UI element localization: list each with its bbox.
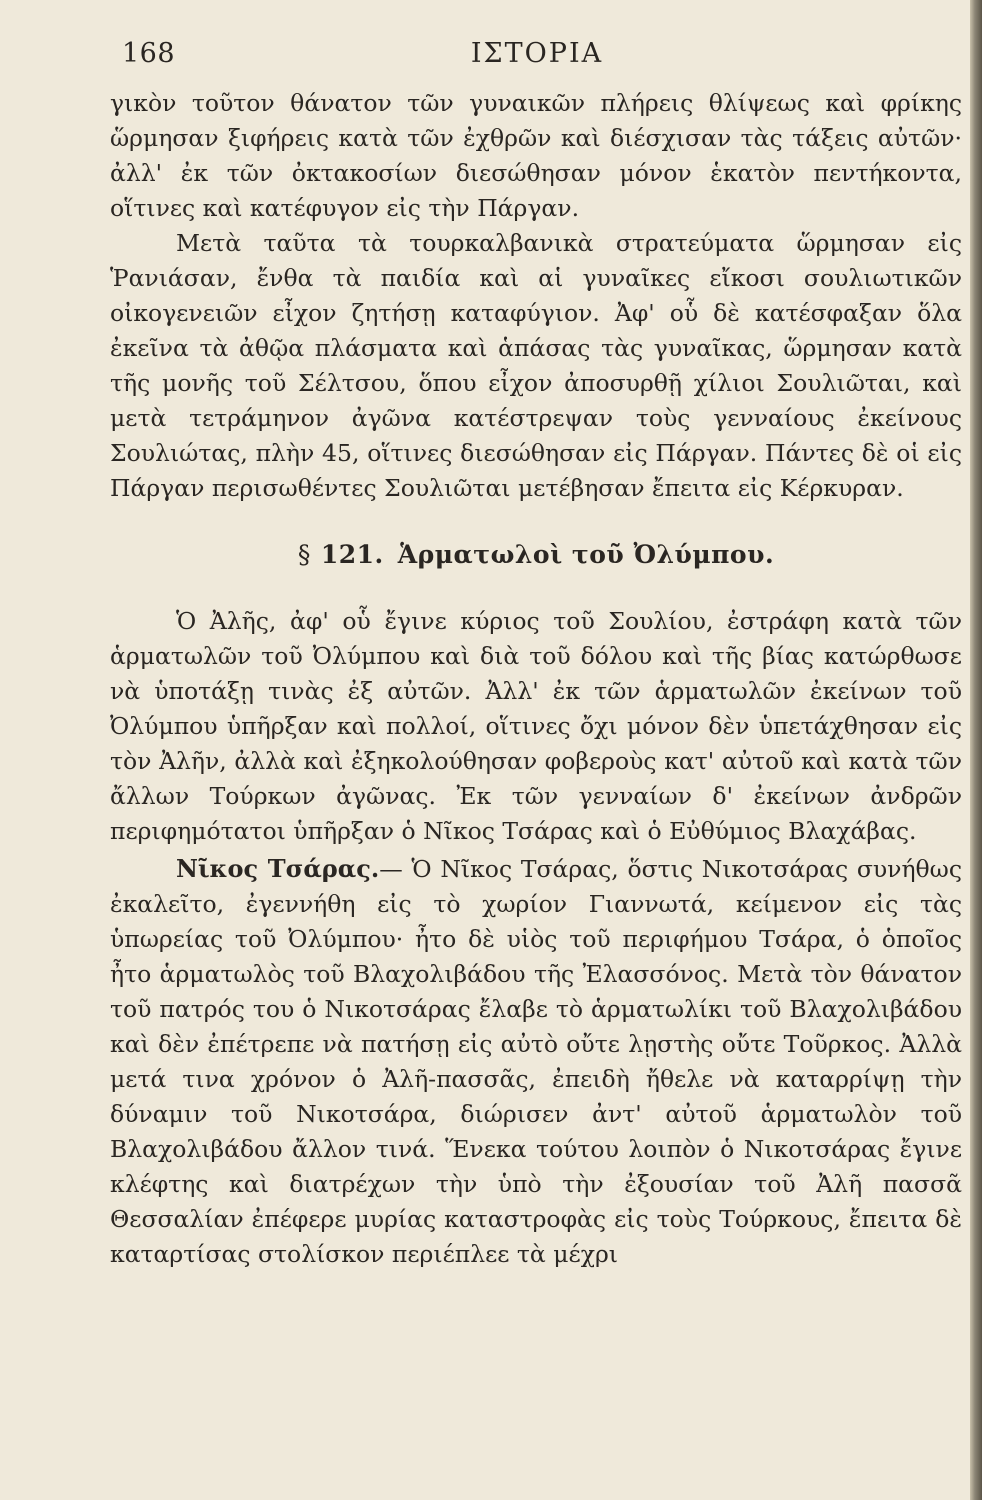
paragraph-armatoloi-intro: Ὁ Ἀλῆς, ἀφ' οὗ ἔγινε κύριος τοῦ Σουλίου, ἐστράφη κατὰ τῶν ἁρματωλῶν τοῦ Ὀλύμπου καὶ διὰ τοῦ δόλου καὶ τῆς βίας κατώρθωσε νὰ ὑποτάξῃ τινὰς ἐξ αὐτῶν. Ἀλλ' ἐκ τῶν ἁρματωλῶν ἐκείνων τοῦ Ὀλύμπου ὑπῆρξαν καὶ πολλοί, οἵτινες ὄχι μόνον δὲν ὑπετάχθησαν εἰς τὸν Ἀλῆν, ἀλλὰ καὶ ἐξηκολούθησαν φοβεροὺς κατ' αὐτοῦ καὶ κατὰ τῶν ἄλλων Τούρκων ἀγῶνας. Ἐκ τῶν γενναίων δ' ἐκείνων ἀνδρῶν περιφημότατοι ὑπῆρξαν ὁ Νῖκος Τσάρας καὶ ὁ Εὐθύμιος Βλαχάβας. (110, 607, 962, 845)
paragraph-continuation: γικὸν τοῦτον θάνατον τῶν γυναικῶν πλήρεις θλίψεως καὶ φρίκης ὥρμησαν ξιφήρεις κατὰ τῶν ἐχθρῶν καὶ διέσχισαν τὰς τάξεις αὐτῶν· ἀλλ' ἐκ τῶν ὀκτακοσίων διεσώθησαν μόνον ἑκατὸν πεντήκοντα, οἵτινες καὶ κατέφυγον εἰς τὴν Πάργαν. (110, 89, 962, 222)
paragraph-nikotsaras (110, 851, 962, 1272)
section-symbol: § (297, 540, 311, 569)
section-heading (110, 506, 962, 604)
body-text (110, 86, 962, 1272)
page-edge-shadow (970, 0, 982, 1500)
section-number: 121. (320, 540, 384, 569)
page-number: 168 (122, 38, 176, 69)
paragraph-souliotes-retreat: Μετὰ ταῦτα τὰ τουρκαλβανικὰ στρατεύματα ὥρμησαν εἰς Ῥανιάσαν, ἔνθα τὰ παιδία καὶ αἱ γυναῖκες εἴκοσι σουλιωτικῶν οἰκογενειῶν εἶχον ζητήσῃ καταφύγιον. Ἀφ' οὗ δὲ κατέσφαξαν ὅλα ἐκεῖνα τὰ ἀθῷα πλάσματα καὶ ἁπάσας τὰς γυναῖκας, ὥρμησαν κατὰ τῆς μονῆς τοῦ Σέλτσου, ὅπου εἶχον ἀποσυρθῇ χίλιοι Σουλιῶται, καὶ μετὰ τετράμηνον ἀγῶνα κατέστρεψαν τοὺς γενναίους ἐκείνους Σουλιώτας, πλὴν 45, οἵτινες διεσώθησαν εἰς Πάργαν. Πάντες δὲ οἱ εἰς Πάργαν περισωθέντες Σουλιῶται μετέβησαν ἔπειτα εἰς Κέρκυραν. (110, 229, 962, 502)
paragraph-nikotsaras-text: — Ὁ Νῖκος Τσάρας, ὅστις Νικοτσάρας συνήθως ἐκαλεῖτο, ἐγεννήθη εἰς τὸ χωρίον Γιαννωτά, κείμενον εἰς τὰς ὑπωρείας τοῦ Ὀλύμπου· ἦτο δὲ υἱὸς τοῦ περιφήμου Τσάρα, ὁ ὁποῖος ἦτο ἁρματωλὸς τοῦ Βλαχολιβάδου τῆς Ἐλασσόνος. Μετὰ τὸν θάνατον τοῦ πατρός του ὁ Νικοτσάρας ἔλαβε τὸ ἁρματωλίκι τοῦ Βλαχολιβάδου καὶ δὲν ἐπέτρεπε νὰ πατήσῃ εἰς αὐτὸ οὔτε λῃστὴς οὔτε Τοῦρκος. Ἀλλὰ μετά τινα χρόνον ὁ Ἀλῆ-πασσᾶς, ἐπειδὴ ἤθελε νὰ καταρρίψῃ τὴν δύναμιν τοῦ Νικοτσάρα, διώρισεν ἀντ' αὐτοῦ ἁρματωλὸν τοῦ Βλαχολιβάδου ἄλλον τινά. Ἕνεκα τούτου λοιπὸν ὁ Νικοτσάρας ἔγινε κλέφτης καὶ διατρέχων τὴν ὑπὸ τὴν ἐξουσίαν τοῦ Ἀλῆ πασσᾶ Θεσσαλίαν ἐπέφερε μυρίας καταστροφὰς εἰς τοὺς Τούρκους, ἔπειτα δὲ καταρτίσας στολίσκον περιέπλεε τὰ μέχρι (110, 855, 963, 1268)
page-header (112, 38, 962, 72)
section-title: Ἁρματωλοὶ τοῦ Ὀλύμπου. (397, 540, 775, 569)
running-title: ΙΣΤΟΡΙΑ (470, 38, 604, 69)
run-in-heading: Νῖκος Τσάρας. (176, 854, 380, 883)
